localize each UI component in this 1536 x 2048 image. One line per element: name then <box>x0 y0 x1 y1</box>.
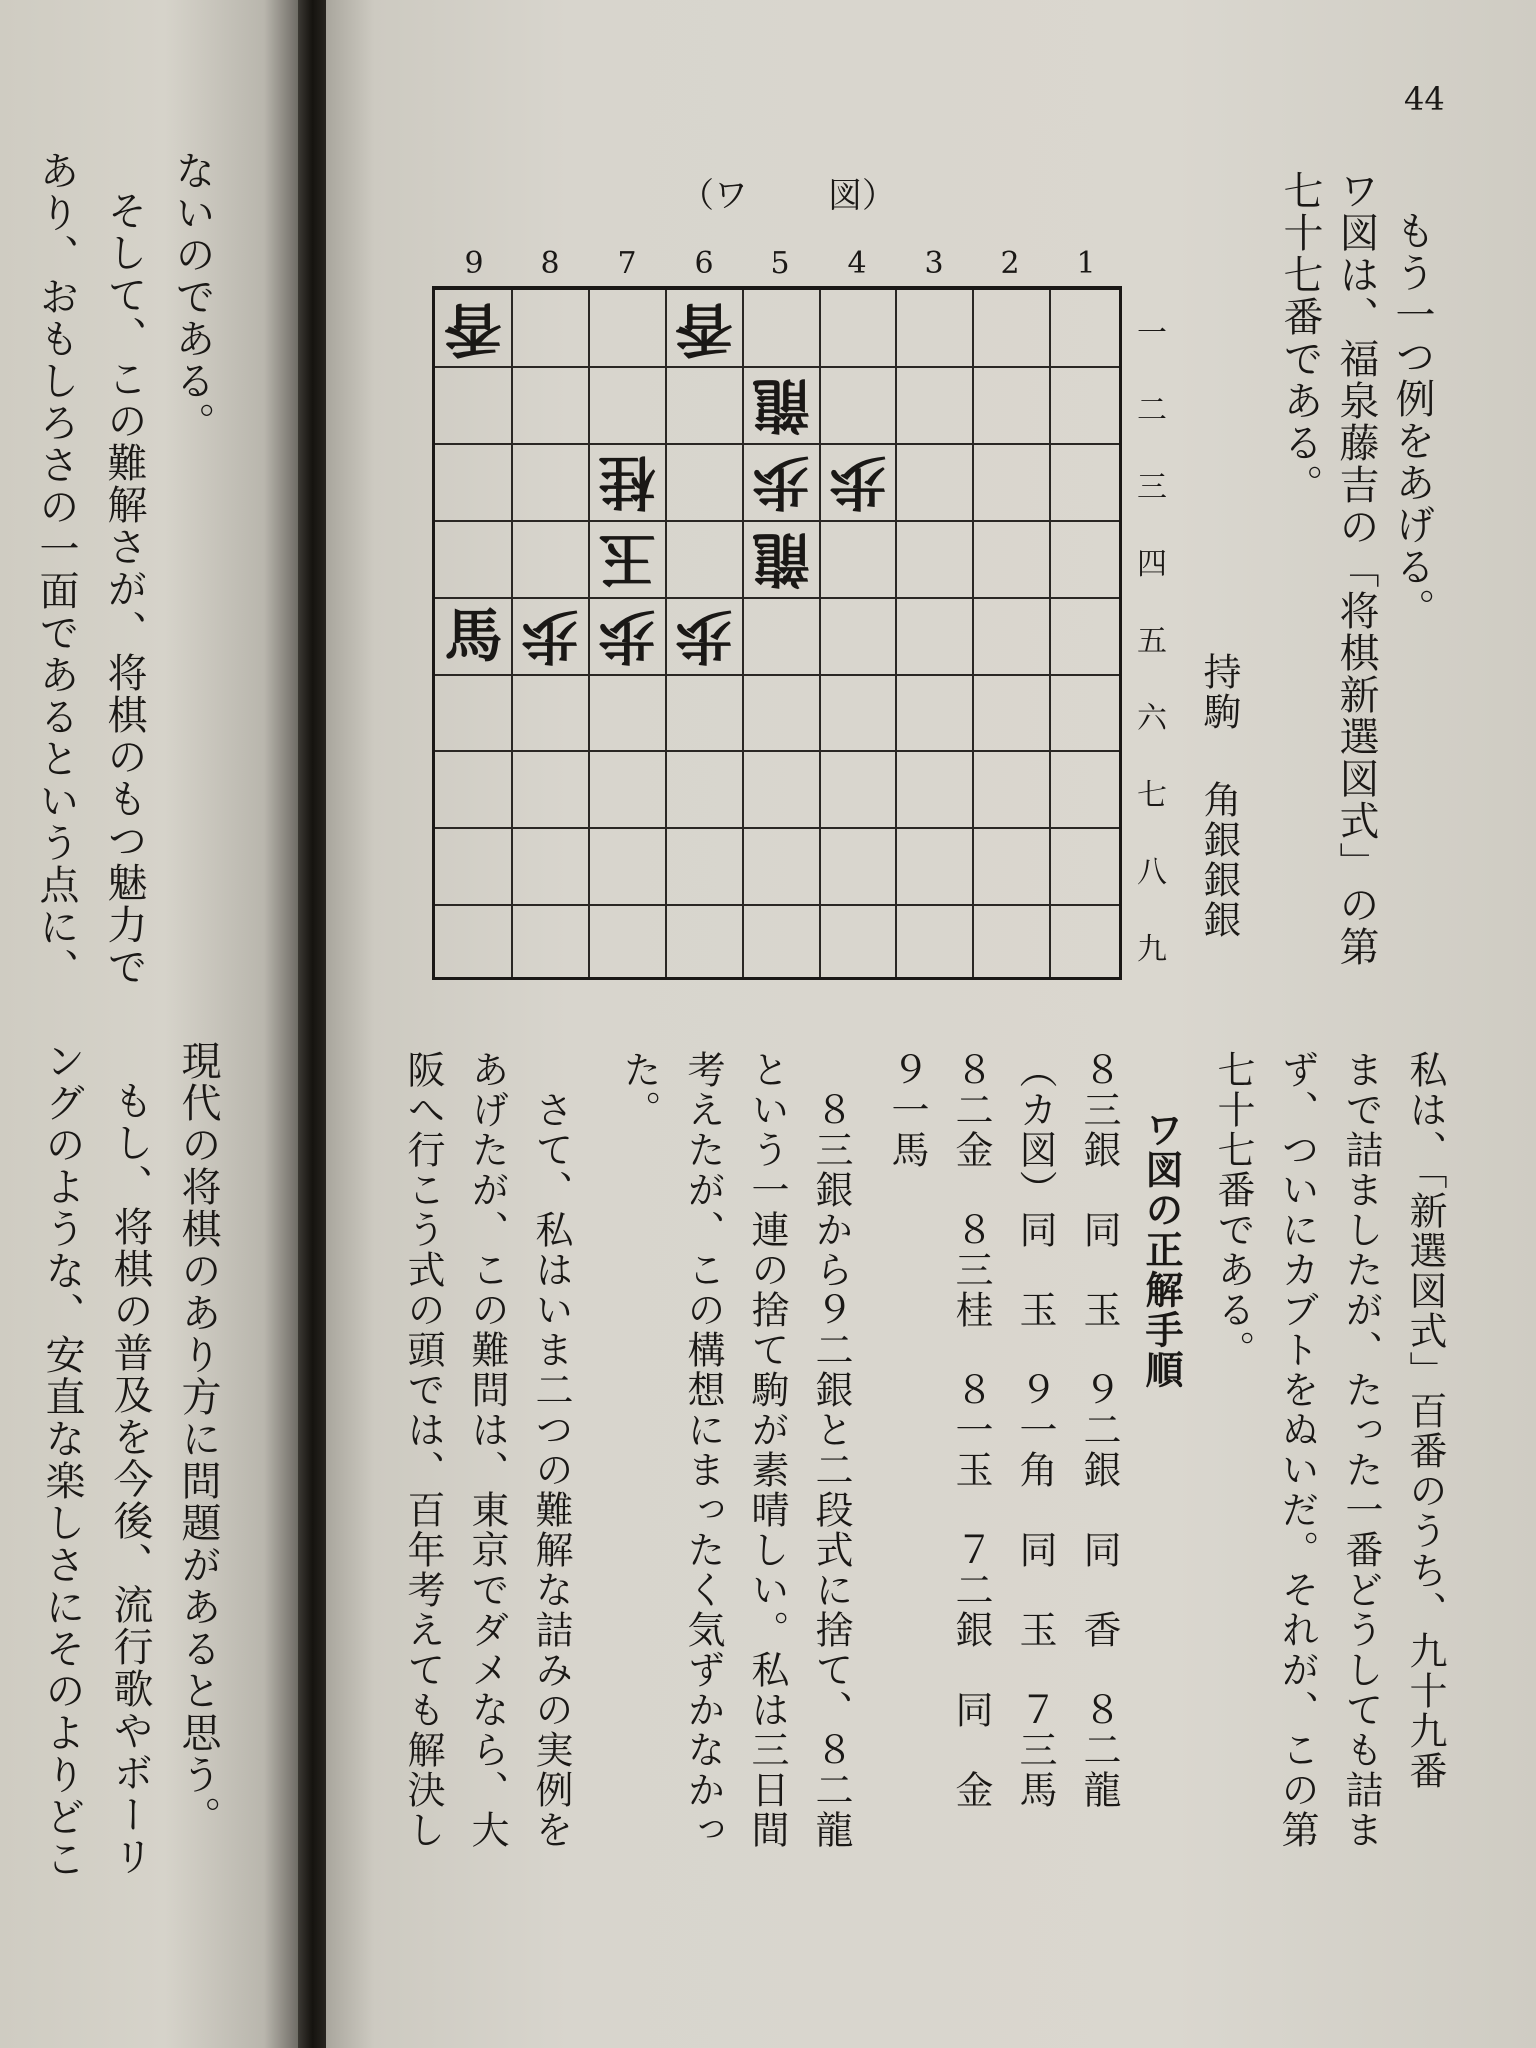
board-piece <box>436 598 512 674</box>
piece-label: 香 <box>675 294 734 363</box>
board-piece <box>589 598 665 674</box>
piece-label: 玉 <box>598 525 657 594</box>
piece-label: 香 <box>444 294 503 363</box>
left-lower-col-0: 現代の将棋のあり方に問題があると思う。 <box>175 1040 221 1838</box>
body-column: ８二金 ８三桂 ８一玉 ７二銀 同 金 <box>949 1050 993 1810</box>
body-column: 考えたが、この構想にまったく気ずかなかっ <box>681 1050 725 1850</box>
piece-label: 桂 <box>598 448 657 517</box>
solution-heading: ワ図の正解手順 <box>1139 1110 1184 1390</box>
intro-col-2: 七十七番である。 <box>1277 170 1323 506</box>
piece-label: 龍 <box>752 525 811 594</box>
body-column: 私は、「新選図式」百番のうち、九十九番 <box>1403 1050 1447 1791</box>
file-label: 3 <box>924 246 944 281</box>
body-column: （カ図）同 玉 ９一角 同 玉 ７三馬 <box>1013 1050 1057 1810</box>
board-piece <box>436 291 512 367</box>
rank-label: 六 <box>1137 701 1167 736</box>
figure-title-left: （ワ <box>680 176 748 216</box>
grid-line-horizontal <box>435 904 1119 906</box>
rank-label: 三 <box>1137 470 1167 505</box>
file-label: 1 <box>1076 246 1096 281</box>
body-column: まで詰ましたが、たった一番どうしても詰ま <box>1339 1050 1383 1850</box>
body-column: た。 <box>617 1050 661 1130</box>
figure-title <box>680 168 896 217</box>
body-column: ８三銀 同 玉 ９二銀 同 香 ８二龍 <box>1077 1050 1121 1810</box>
grid-line-vertical <box>895 290 897 977</box>
left-upper-col-0: ないのである。 <box>169 150 215 444</box>
piece-label: 龍 <box>752 371 811 440</box>
left-upper-col-2: あり、おもしろさの一面であるという点に、 <box>33 150 79 990</box>
board-piece <box>743 367 819 443</box>
body-column: 阪へ行こう式の頭では、百年考えても解決し <box>401 1050 445 1850</box>
left-lower-col-1: もし、将棋の普及を今後、流行歌やボーリ <box>107 1080 153 1878</box>
board-piece <box>512 598 588 674</box>
file-label: 8 <box>540 246 560 281</box>
intro-col-0: もう一つ例をあげる。 <box>1389 210 1435 630</box>
piece-label: 歩 <box>828 448 887 517</box>
rank-label: 八 <box>1137 855 1167 890</box>
hand-label: 持駒 <box>1197 652 1241 732</box>
intro-col-1: ワ図は、福泉藤吉の「将棋新選図式」の第 <box>1333 170 1379 968</box>
body-column: ず、ついにカブトをぬいだ。それが、この第 <box>1275 1050 1319 1850</box>
piece-label: 歩 <box>598 602 657 671</box>
body-column: あげたが、この難問は、東京でダメなら、大 <box>465 1050 509 1850</box>
grid-line-horizontal <box>435 750 1119 752</box>
left-lower-col-2: ングのような、安直な楽しさにそのよりどこ <box>39 1040 85 1880</box>
shogi-board <box>432 286 1122 980</box>
grid-line-vertical <box>1049 290 1051 977</box>
file-label: 4 <box>847 246 867 281</box>
hand-pieces: 角銀銀銀 <box>1197 780 1241 940</box>
piece-label: 歩 <box>675 602 734 671</box>
left-page <box>0 0 300 2048</box>
file-label: 7 <box>617 246 637 281</box>
body-column: 七十七番である。 <box>1211 1050 1255 1370</box>
grid-line-horizontal <box>435 827 1119 829</box>
rank-label: 二 <box>1137 393 1167 428</box>
piece-label: 馬 <box>444 602 503 671</box>
board-piece <box>666 598 742 674</box>
board-piece <box>589 521 665 597</box>
rank-label: 四 <box>1137 547 1167 582</box>
rank-label: 五 <box>1137 624 1167 659</box>
rank-label: 一 <box>1137 316 1167 351</box>
piece-label: 歩 <box>521 602 580 671</box>
board-piece <box>666 291 742 367</box>
file-label: 5 <box>770 246 790 281</box>
page-number: 44 <box>1404 80 1445 118</box>
body-column: という一連の捨て駒が素晴しい。私は三日間 <box>745 1050 789 1850</box>
body-column: ９一馬 <box>885 1050 929 1170</box>
file-label: 2 <box>1000 246 1020 281</box>
piece-label: 歩 <box>752 448 811 517</box>
figure-title-right: 図） <box>828 176 896 216</box>
board-piece <box>589 444 665 520</box>
board-piece <box>820 444 896 520</box>
body-column: さて、私はいま二つの難解な詰みの実例を <box>529 1090 573 1850</box>
body-column: ８三銀から９二銀と二段式に捨て、８二龍 <box>809 1090 853 1850</box>
left-upper-col-1: そして、この難解さが、将棋のもつ魅力で <box>101 190 147 988</box>
board-piece <box>743 444 819 520</box>
rank-label: 七 <box>1137 778 1167 813</box>
rank-label: 九 <box>1137 932 1167 967</box>
file-label: 6 <box>694 246 714 281</box>
file-label: 9 <box>464 246 484 281</box>
board-piece <box>743 521 819 597</box>
grid-line-vertical <box>972 290 974 977</box>
